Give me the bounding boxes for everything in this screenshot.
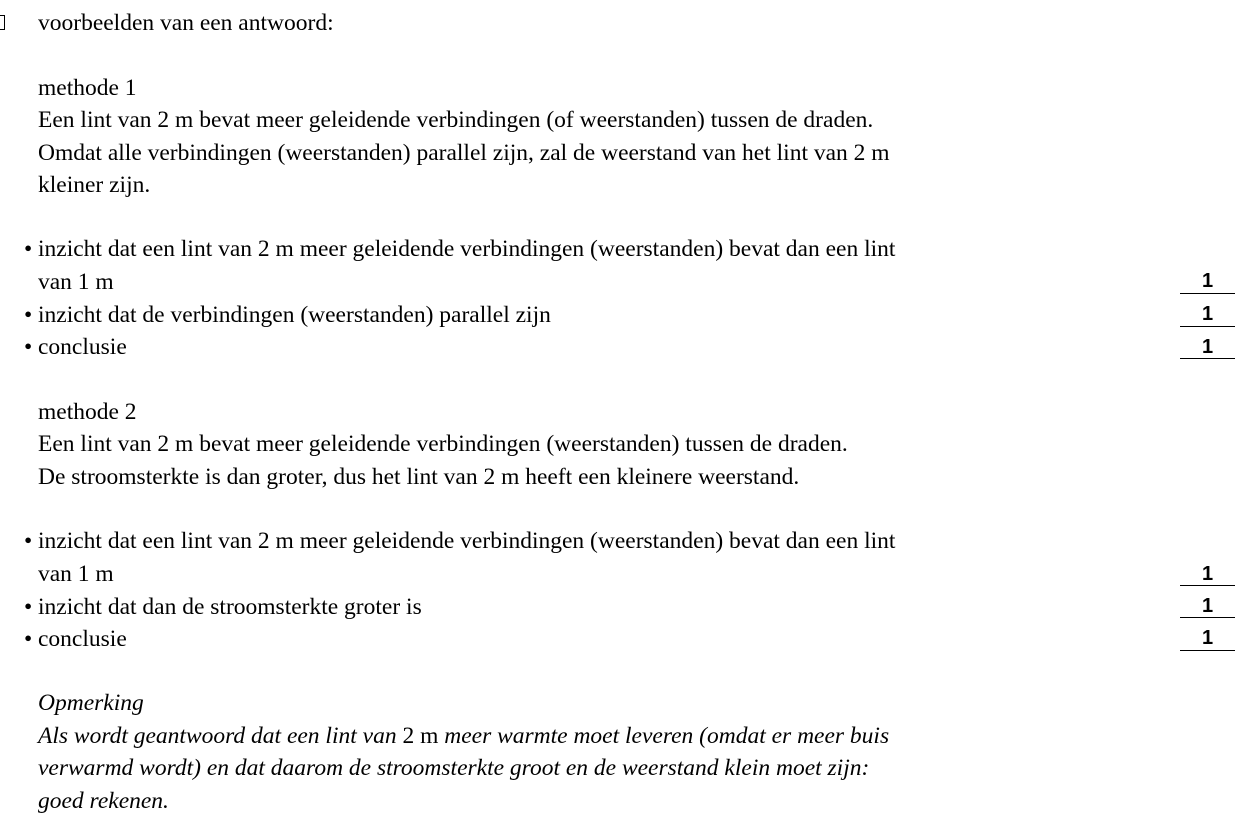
method-1-explanation-line: Omdat alle verbindingen (weerstanden) parallel zijn, zal de weerstand van het lint van 2 m [38, 140, 890, 166]
score-underline [1180, 585, 1235, 586]
method-2-explanation-line: De stroomsterkte is dan groter, dus het lint van 2 m heeft een kleinere weerstand. [38, 464, 800, 490]
bullet-icon: • [24, 236, 33, 262]
method-1-criterion-2: inzicht dat de verbindingen (weerstanden) parallel zijn [38, 302, 551, 328]
note-line-1-upright: 2 m [402, 723, 439, 749]
bullet-icon: • [24, 334, 33, 360]
method-2-title: methode 2 [38, 399, 137, 425]
method-1-title: methode 1 [38, 75, 137, 101]
score-underline [1180, 326, 1235, 327]
bullet-icon: • [24, 528, 33, 554]
note-line-1 [38, 725, 889, 749]
score-underline [1180, 650, 1235, 651]
method-1-explanation-line: Een lint van 2 m bevat meer geleidende verbindingen (of weerstanden) tussen de draden. [38, 107, 874, 133]
score-underline [1180, 617, 1235, 618]
note-line-1-part-1: Als wordt geantwoord dat een lint van [38, 723, 403, 749]
method-1-criterion-1-line-1: inzicht dat een lint van 2 m meer geleidende verbindingen (weerstanden) bevat dan een lint [38, 236, 896, 262]
score-underline [1180, 358, 1235, 359]
bullet-icon: • [24, 594, 33, 620]
intro-text: voorbeelden van een antwoord: [38, 10, 334, 36]
method-1-criterion-1-score: 1 [1201, 270, 1214, 292]
note-line-3: goed rekenen. [38, 788, 169, 814]
method-1-criterion-2-score: 1 [1201, 303, 1214, 325]
method-2-criterion-3-score: 1 [1201, 627, 1214, 649]
method-2-criterion-3: conclusie [38, 626, 127, 652]
method-2-criterion-1-score: 1 [1201, 563, 1214, 585]
method-2-criterion-1-line-1: inzicht dat een lint van 2 m meer geleidende verbindingen (weerstanden) bevat dan een lint [38, 528, 896, 554]
method-2-criterion-1-line-2: van 1 m [38, 561, 114, 587]
bullet-icon: • [24, 626, 33, 652]
method-1-criterion-3: conclusie [38, 334, 127, 360]
method-2-explanation-line: Een lint van 2 m bevat meer geleidende verbindingen (weerstanden) tussen de draden. [38, 431, 848, 457]
bullet-icon: • [24, 302, 33, 328]
note-title: Opmerking [38, 690, 144, 716]
note-line-2: verwarmd wordt) en dat daarom de stroomsterkte groot en de weerstand klein moet zijn: [38, 755, 870, 781]
method-1-criterion-1-line-2: van 1 m [38, 269, 114, 295]
checkbox-icon [0, 15, 5, 30]
method-1-explanation-line: kleiner zijn. [38, 172, 151, 198]
method-2-criterion-2: inzicht dat dan de stroomsterkte groter is [38, 594, 422, 620]
method-2-criterion-2-score: 1 [1201, 595, 1214, 617]
score-underline [1180, 293, 1235, 294]
method-1-criterion-3-score: 1 [1201, 336, 1214, 358]
note-line-1-part-2: meer warmte moet leveren (omdat er meer buis [438, 723, 890, 749]
